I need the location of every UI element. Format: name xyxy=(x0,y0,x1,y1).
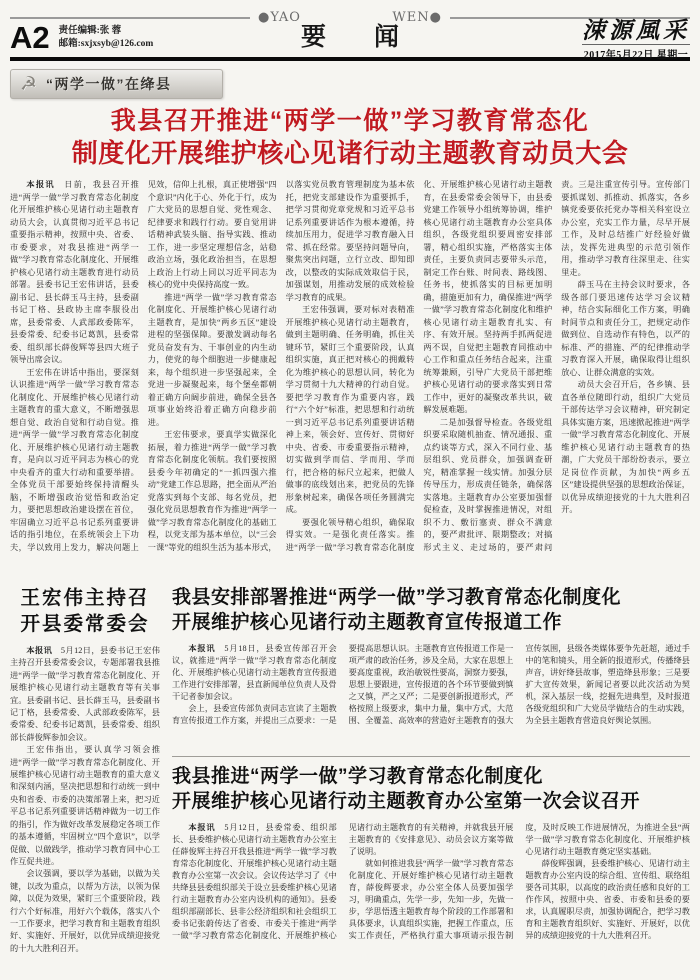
section-en-right: WEN● xyxy=(392,10,442,25)
issue-date: 2017年5月22日 星期一 xyxy=(582,44,690,61)
article-xuanchuan-body xyxy=(172,643,690,747)
lead-headline-line1: 我县召开推进“两学一做”学习教育常态化 xyxy=(110,107,590,135)
headline-line1: 我县推进“两学一做”学习教育常态化制度化 xyxy=(172,766,544,787)
section-cn-char2: 闻 xyxy=(374,24,400,51)
headline-line1: 我县安排部署推进“两学一做”学习教育常态化制度化 xyxy=(172,587,622,608)
paragraph: 本报讯 5月12日，县委常委、组织部长、县委维护核心见诸行动主题教育办公室主任薛俊辉主持召开我县推进“两学一做”学习教育常态化制度化、开展维护核心见诸行动主题教育办公室第一次会议。会议传达学习了《中共绛县县委组织部关于设立县委维护核心见诸行动主题教育办公室内设机构的通知》。县委组织部副部长、县非公经济组织和社会组织工委书记张蔚传达了省委、市委关于推进“两学一做”学习教育常态化制度化、开展维护核心见诸行动主题教育的有关精神，并就我县开展主题教育的《安排意见》、动员会议方案等做了说明。 xyxy=(172,823,514,940)
paragraph: 王宏伟指出，要认真学习领会推进“两学一做”学习教育常态化制度化、开展维护核心见诸行动主题教育的重大意义和深刻内涵，坚决把思想和行动统一到中央和省委、市委的决策部署上来，把习近平总书记系列重要讲话精神做为一切工作的指引，作为做好改革发展稳定各项工作的基本遵循，牢固树立“四个意识”，以学促做、以做践学，推动学习教育同中心工作互促共进。 xyxy=(10,745,160,866)
lead-article-headline xyxy=(10,106,690,170)
editor-name: 责任编辑:张 蓉 xyxy=(58,26,122,36)
lead-article-body xyxy=(10,179,690,573)
hammer-and-sickle-icon: ☭ xyxy=(20,73,38,95)
paragraph: 王宏伟要求，要真学实做深化拓展，着力推进“两学一做”学习教育常态化制度化领航。我们要按照县委今年初确定的“一抓四强六推动”党建工作总思路，把全面从严治党落实到每个支部、每名党员，把强化党员思想教育作为推进“两学一做”学习教育常态化制度化的基础工程，以党支部为基本单位，以“三会一课”等党的组织生活为基本形式，以落实党员教育管理制度为基本依托，把党支部建设作为重要抓手，把学习贯彻党章党规和习近平总书记系列重要讲话作为根本遵循，持续加压用力，促进学习教育融入日常、抓在经常。要坚持问题导向，聚焦突出问题，立行立改、即知即改，以整改的实际成效取信于民，加强谋划，用推动发展的成效检验学习教育的成果。 xyxy=(147,180,415,552)
paragraph: 要强化领导精心组织，确保取得实效。一是强化责任落实。推进“两学一做”学习教育常态化制度化、开展维护核心见诸行动主题教育，在县委常委会领导下，由县委党建工作领导小组统筹协调，维护核心见诸行动主题教育办公室具体组织，各级党组织要周密安排部署，精心组织实施，严格落实主体责任，主要负责同志要带头示范，制定工作台账、时间表、路线图、任务书，使抓落实的目标更加明确，措施更加有力，确保推进“两学一做”学习教育常态化制度化和维护核心见诸行动主题教育扎实、有序、有效开展。坚持两手抓两促进两不误，自觉把主题教育同推动中心工作和重点任务结合起来，注重统筹兼顾，引导广大党员干部把维护核心见诸行动的要求落实到日常工作中，更好的凝聚改革共识，破解发展难题。 xyxy=(285,180,553,552)
paragraph: 本报讯 5月12日，县委书记王宏伟主持召开县委常委会议，专题部署我县推进“两学一做”学习教育常态化制度化、开展维护核心见诸行动主题教育等有关事宜。县委副书记、县长薛玉马，县委副书记丁格，县委常委、人武部政委陈军，县委常委、纪委书记葛凯，县委常委、组织部长薛俊辉参加会议。 xyxy=(10,646,160,742)
lead-headline-line2: 制度化开展维护核心见诸行动主题教育动员大会 xyxy=(71,138,629,168)
article-xuanchuan xyxy=(172,585,690,747)
lower-section xyxy=(10,585,690,980)
page-header xyxy=(10,0,690,61)
article-bangongshi xyxy=(172,764,690,978)
article-changweihui-body xyxy=(10,645,160,980)
paragraph: 本报讯 日前，我县召开推进“两学一做”学习教育常态化制度化开展维护核心见诸行动主题教育动员大会，认真贯彻习近平总书记重要指示精神，按照中央、省委、市委要求，对我县推进“两学一做”学习教育常态化制度化、开展维护核心见诸行动主题教育进行动员部署。县委书记王宏伟讲话，县委副书记、县长薛玉马主持，县委副书记丁格、县政协主席李服役出席，县委常委、人武部政委陈军，县委常委、纪委书记葛凯，县委常委、组织部长薛俊辉等县四大班子领导出席会议。 xyxy=(10,180,139,364)
paragraph: 就如何推进我县“两学一做”学习教育常态化制度化、开展好维护核心见诸行动主题教育，薛俊辉要求，办公室全体人员要加强学习，明确重点，先学一步，先知一步，先做一步，学思悟透主题教育每个阶段的工作部署和具体要求，认真组织实施，把握工作重点，压实工作责任，严格执行重大事项请示报告制度，及时反映工作进展情况，为推进全县“两学一做”学习教育常态化制度化、开展维护核心见诸行动主题教育奠定坚实基础。 xyxy=(348,823,690,940)
article-changweihui xyxy=(10,585,160,980)
paragraph: 薛玉马在主持会议时要求，各级各部门要迅速传达学习会议精神，结合实际细化工作方案，明确时间节点和责任分工，把规定动作做到位、自选动作有特色，以严的标准、严的措施、严的纪律推动学习教育深入开展，确保取得让组织放心、让群众满意的实效。 xyxy=(561,280,690,377)
section-title-en xyxy=(250,10,450,25)
page-number-block xyxy=(10,20,154,55)
article-xuanchuan-headline xyxy=(172,585,690,635)
column-badge xyxy=(10,69,223,99)
paragraph: 王宏伟强调，要对标对表精准开展维护核心见诸行动主题教育，做到主题明确、任务明确，抓住关键环节，紧盯三个重要阶段，认真组织实施，真正把对核心的拥戴转化为维护核心的思想认同，转化为学习贯彻十九大精神的行动自觉。要把学习教育作为重要内容，践行“六个好”标准，把思想和行动统一到习近平总书记系列重要讲话精神上来，领会好、宣传好、贯彻好中央、省委、市委重要指示精神，切实做到学而信、学而用、学而行，把合格的标尺立起来，把做人做事的底线划出来，把党员的先锋形象树起来，确保各项任务圆满完成。 xyxy=(285,305,415,514)
headline-line2: 开展维护核心见诸行动主题教育宣传报道工作 xyxy=(172,612,563,633)
section-cn-char1: 要 xyxy=(300,24,326,51)
editor-email: 邮箱:sxjxsyb@126.com xyxy=(58,39,154,49)
editor-info xyxy=(59,25,154,51)
column-badge-label: “两学一做”在绛县 xyxy=(46,76,172,92)
lower-right-column xyxy=(172,585,690,980)
article-changweihui-headline xyxy=(10,585,160,637)
page-number: A2 xyxy=(10,20,50,55)
paragraph: 本报讯 5月18日，县委宣传部召开会议，就推进“两学一做”学习教育常态化制度化、开展维护核心见诸行动主题教育宣传报道工作进行安排部署，县直新闻单位负责人及骨干记者参加会议。 xyxy=(172,644,337,701)
article-bangongshi-body xyxy=(172,822,690,978)
masthead-title: 涑源風采 xyxy=(582,17,690,44)
paragraph: 王宏伟在讲话中指出，要深刻认识推进“两学一做”学习教育常态化制度化、开展维护核心见诸行动主题教育的重大意义，不断增强思想自觉、政治自觉和行动自觉。推进“两学一做”学习教育常态化制度化、开展维护核心见诸行动主题教育，是向以习近平同志为核心的党中央看齐的重大行动和重要举措。全体党员干部要始终保持清醒头脑，不断增强政治觉悟和政治定力，要把思想政治建设摆在首位，牢固确立习近平总书记系列重要讲话的指引地位，在系统领会上下功夫，学以致用上发力，解决问题上见效，信仰上扎根，真正使增强“四个意识”内化于心、外化于行，成为广大党员的思想自觉、党性观念、纪律要求和践行行动。要自觉用讲话精神武装头脑、指导实践、推动工作，进一步坚定理想信念，站稳政治立场，强化政治担当，在思想上政治上行动上同以习近平同志为核心的党中央保持高度一致。 xyxy=(10,180,277,552)
paragraph: 会议强调，要以学为基础，以做为关键，以改为重点，以帮为方法，以领为保障，以促为效果，紧盯三个重要阶段，践行六个好标准，用好六个载体，落实八个一工作要求，把学习教育和主题教育组织好、实施好、开展好，以优异成绩迎接党的十九大胜利召开。 xyxy=(10,869,160,953)
article-bangongshi-headline xyxy=(172,764,690,814)
paragraph: 二是加强督导检查。各级党组织要采取随机抽查、情况通报、重点约谈等方式，深入不同行业、基层组织、党员群众，加强调查研究，精准掌握一线实情。加强分层传导压力，形成责任链条，确保落实落地。主题教育办公室要加强督促检查，及时掌握推进情况，对组织不力、敷衍塞责、群众不满意的，要严肃批评、限期整改；对搞形式主义、走过场的，要严肃问责。三是注重宣传引导。宣传部门要抓谋划、抓推动、抓落实，各乡镇党委要依托党办等相关科室设立办公室，充实工作力量，尽早开展工作，及时总结推广好经验好做法，发挥先进典型的示范引领作用，推动学习教育往深里走、往实里走。 xyxy=(423,180,690,552)
paragraph: 会上，县委宣传部负责同志宣读了主题教育宣传报道工作方案，并提出三点要求：一是要提高思想认识。主题教育宣传报道工作是一项严肃的政治任务，涉及全局，大家在思想上要高度重视，政治敏锐性要高，洞察力要强，思想上要跟进，宣传报道的各个环节要做到慎之又慎，严之又严；二是要创新报道形式，严格按照上级要求，集中力量，集中方式，大范围、全覆盖、高效率的营造好主题教育的强大宣传氛围，县级各类媒体要争先赶超，通过手中的笔和镜头，用全新的报道形式，传播绛县声音，讲好绛县故事，塑造绛县形象；三是要扩大宣传效果，新闻记者要以此次活动为契机，深入基层一线，挖掘先进典型，及时报道各级党组织和广大党员学做结合的生动实践，为全县主题教育营造良好舆论氛围。 xyxy=(172,644,690,725)
section-title-cn xyxy=(301,24,399,52)
paragraph: 薛俊辉强调，县委维护核心、见诸行动主题教育办公室内设的综合组、宣传组、联络组要各司其职，以高度的政治责任感和良好的工作作风，按照中央、省委、市委和县委的要求，认真履职尽责，加强协调配合，把学习教育和主题教育组织好、实施好、开展好，以优异的成绩迎接党的十九大胜利召开。 xyxy=(525,859,690,940)
section-en-left: ●YAO xyxy=(258,10,301,25)
paragraph: 动员大会召开后，各乡镇、县直各单位随即行动，组织广大党员干部传达学习会议精神，研究制定具体实施方案，迅速掀起推进“两学一做”学习教育常态化制度化、开展维护核心见诸行动主题教育的热潮，广大党员干部纷纷表示，要立足岗位作贡献，为加快“两乡五区”建设提供坚强的思想政治保证，以优异成绩迎接党的十九大胜利召开。 xyxy=(561,380,690,514)
article-divider xyxy=(172,756,690,757)
headline-line2: 开展维护核心见诸行动主题教育办公室第一次会议召开 xyxy=(172,791,641,812)
masthead xyxy=(582,19,690,61)
headline-line2: 开县委常委会 xyxy=(20,613,150,635)
headline-line1: 王宏伟主持召 xyxy=(20,587,150,609)
paragraph: 推进“两学一做”学习教育常态化制度化、开展维护核心见诸行动主题教育，是加快“两乡五区”建设进程的坚强保障。要激发调动每名党员奋发有为、干事创业的内生动力，使党的每个细胞进一步健康起来，每个组织进一步坚强起来，全党进一步凝聚起来，每个堡垒都朝着正确方向阔步前进，确保全县各项事业始终沿着正确方向稳步前进。 xyxy=(147,292,277,427)
